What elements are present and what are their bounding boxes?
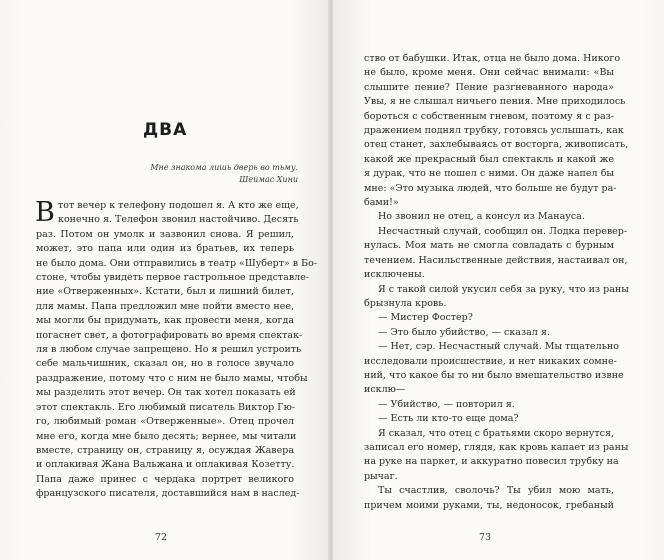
text-line: не было дома. Они отправились в театр «Шуберт» в Бо- [36,257,318,269]
text-line: вместе, страницу он, страницу я, осуждая Жавера [36,444,294,456]
text-line: мне: «Это музыка людей, что больше не будут ра- [364,182,617,194]
text-line: исследовали происшествие, и нет никаких сомне- [364,355,617,367]
text-line: брызнула кровь. [364,297,447,309]
text-line: ние «Отверженных». Кстати, был и лишний билет, [36,286,294,298]
text-line: Несчастный случай, сообщил он. Лодка перевер- [378,225,628,237]
text-line: Я с такой силой укусил себя за руку, что из раны [378,283,629,295]
epigraph [78,162,298,186]
text-line: не было, кроме меня. Они сейчас внимали: «Вы [364,67,614,79]
page-number-right: 73 [479,532,492,543]
left-body-text [36,199,318,502]
epigraph-quote: Мне знакома лишь дверь во тьму. [150,163,298,172]
text-line: какой же прекрасный был спектакль и какой же [364,153,614,165]
text-line: ля в любом случае запрещено. Но я решил устроить [36,344,302,356]
text-line: рычаг. [364,470,398,482]
text-line: бами!» [364,197,399,209]
chapter-title: ДВА [143,120,188,140]
text-line: — Убийство, — повторил я. [378,398,515,410]
text-line: нулась. Моя мать не смогла совладать с бурным [364,240,614,252]
text-line: — Это было убийство, — сказал я. [378,326,550,338]
drop-cap: В [35,197,55,228]
text-line: для мамы. Папа предложил мне пойти вместо нее, [36,300,294,312]
text-line: отец станет, захлебываясь от восторга, живописать, [364,139,629,151]
text-line: ство от бабушки. Итак, отца не было дома. Никого [364,53,621,64]
text-line: — Нет, сэр. Несчастный случай. Мы тщательно [378,341,619,353]
left-page [0,0,330,560]
text-line: Папа даже принес с чердака портрет великого [36,473,294,485]
text-line: мне его, когда мне было десять; вернее, мы читали [36,430,297,442]
text-line: погаснет свет, а фотографировать во время спектак- [36,329,303,341]
text-line: себе мальчишник, сказал он, но в голосе звучало [36,358,294,370]
text-line: течением. Насильственные действия, настаивал он, [364,254,628,266]
text-line: и оплакивая Жана Вальжана и оплакивая Козетту. [36,459,295,471]
text-line: конечно я. Телефон звонил настойчиво. Десять [58,214,299,226]
text-line: французского писателя, доставшийся нам в наслед- [36,488,300,500]
text-line: раздражение, потому что с ним не было мамы, чтобы [36,372,308,384]
text-line: дражением поднял трубку, готовясь услышать, как [364,125,624,137]
text-line: Увы, я не слышал ничьего пения. Мне приходилось [364,96,626,108]
text-line: стоне, чтобы увидеть первое гастрольное представле- [36,272,310,284]
text-line: бороться с собственным гневом, поэтому я с раз- [364,110,614,122]
text-line: ний, что какое бы то ни было вмешательство извне [364,369,624,381]
text-line: раз. Потом он умолк и зазвонил снова. Я решил, [36,228,294,240]
text-line: мы разделить этот вечер. Он так хотел показать ей [36,387,296,399]
text-line: на руке на паркет, и аккуратно повесил трубку на [364,456,619,468]
epigraph-author: Шеймас Хини [239,175,298,184]
text-line: — Есть ли кто-то еще дома? [378,413,519,425]
text-line: мы могли бы придумать, как провести меня, когда [36,315,294,327]
text-line: тот вечер к телефону подошел я. А кто же еще, [58,200,299,211]
text-line: причем моими руками, ты, недоносок, гребаный [364,499,614,511]
text-line: я дурак, что не пошел с ними. Он даже напел бы [364,168,614,180]
page-number-left: 72 [155,532,168,543]
text-line: Ты счастлив, сволочь? Ты убил мою мать, [378,485,614,497]
text-line: исклю— [364,384,406,396]
text-line: этот спектакль. Его любимый писатель Виктор Гю- [36,401,296,413]
text-line: Но звонил не отец, а консул из Манауса. [378,211,585,223]
text-line: го, любимый роман «Отверженные». Отец прочел [36,416,294,428]
text-line: исключены. [364,269,425,281]
text-line: Я сказал, что отец с братьями скоро вернутся, [378,427,614,439]
text-line: слышите пение? Пение разгневанного народа» [364,81,614,93]
right-body-text [364,52,629,513]
text-line: записал его номер, глядя, как кровь капает из раны [364,441,629,453]
text-line: — Мистер Фостер? [378,312,473,324]
text-line: может, это папа или один из братьев, их теперь [36,243,294,255]
